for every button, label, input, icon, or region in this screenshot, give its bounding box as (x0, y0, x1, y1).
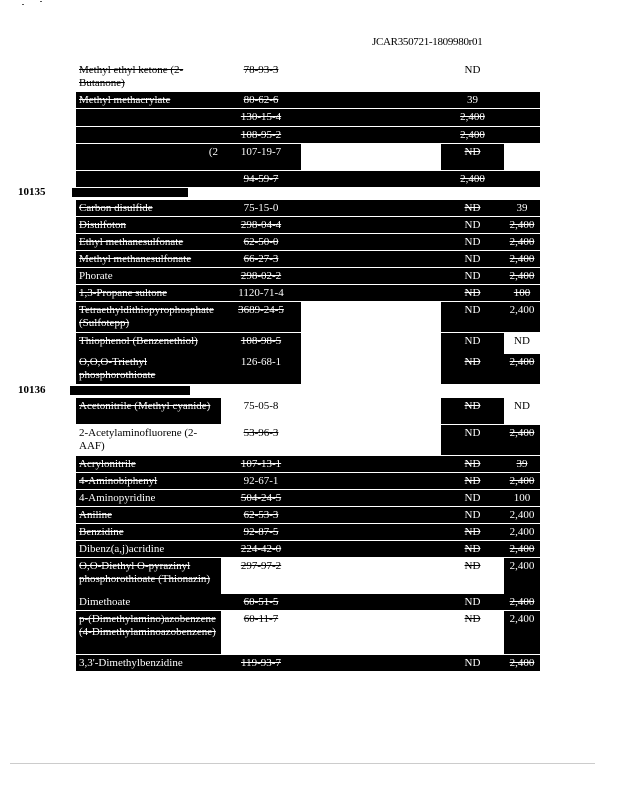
value-col-a: ND (464, 596, 481, 608)
cas-number: 62-50-0 (243, 236, 279, 248)
constituent-name: Phorate (79, 270, 113, 282)
value-col-b: 2,400 (509, 219, 535, 231)
table-row (76, 507, 540, 523)
constituent-name (76, 109, 221, 113)
cas-number: 3689-24-5 (238, 304, 284, 316)
constituent-name: Thiophenol (Benzenethiol) (79, 335, 198, 347)
value-col-a: ND (464, 543, 481, 555)
cas-number: 224-42-0 (240, 543, 282, 555)
value-col-b: 2,400 (509, 543, 535, 555)
value-col-a: ND (464, 219, 481, 231)
cas-number: 297-97-2 (240, 560, 282, 572)
table-row (76, 473, 540, 489)
table-row (76, 92, 540, 108)
constituent-name: p-(Dimethylamino)azobenzene (4-Dimethylaminoazobenzene) (79, 613, 216, 638)
value-col-a: ND (464, 492, 481, 504)
constituent-name (76, 171, 221, 175)
value-col-b: 2,400 (509, 613, 535, 625)
constituent-name: Carbon disulfide (79, 202, 153, 214)
cas-number: 80-62-6 (243, 94, 279, 106)
scan-speck (22, 4, 24, 5)
table-row (76, 234, 540, 250)
cas-number: 126-68-1 (240, 356, 282, 368)
value-col-a: ND (464, 526, 481, 538)
table-row (76, 594, 540, 610)
value-col-b: ND (514, 400, 530, 412)
table-row (76, 490, 540, 506)
cas-number: 108-95-2 (240, 129, 282, 141)
constituent-name: 3,3'-Dimethylbenzidine (79, 657, 183, 669)
section-label-redacted (70, 386, 190, 395)
document-id: JCAR350721-1809980r01 (372, 36, 483, 48)
value-col-b: 2,400 (509, 427, 535, 439)
cas-number: 78-93-3 (243, 64, 279, 76)
table-row (76, 62, 540, 90)
constituent-name: Tetraethyldithiopyrophosphate (Sulfotepp) (79, 304, 214, 329)
cas-number: 119-93-7 (241, 657, 281, 669)
value-col-a: 2,400 (460, 173, 485, 185)
value-col-a: ND (464, 202, 481, 214)
table-row (76, 398, 540, 424)
constituent-name (76, 127, 221, 131)
constituent-name: 4-Aminopyridine (79, 492, 156, 504)
table-row (76, 200, 540, 216)
constituent-name: Disulfoton (79, 219, 127, 231)
value-col-b: 100 (513, 287, 531, 299)
table-row (76, 251, 540, 267)
value-col-b: 2,400 (509, 657, 535, 669)
value-col-a: 2,400 (460, 129, 485, 141)
value-col-a: ND (464, 287, 481, 299)
constituent-name: Acrylonitrile (79, 458, 136, 470)
constituent-name: Dibenz(a,j)acridine (79, 543, 165, 555)
value-col-a: ND (464, 560, 481, 572)
page-bottom-edge (10, 763, 595, 764)
value-col-a: ND (464, 657, 481, 669)
scan-speck (40, 1, 42, 2)
value-col-b: 2,400 (509, 560, 535, 572)
value-col-a: ND (464, 475, 481, 487)
value-col-b: 2,400 (509, 596, 535, 608)
table-row (76, 541, 540, 557)
table-row (76, 611, 540, 654)
value-col-b: 100 (513, 492, 531, 504)
cas-number: 1120-71-4 (238, 287, 284, 299)
cas-number: 504-24-5 (240, 492, 282, 504)
cas-number: 60-11-7 (243, 613, 279, 625)
value-col-a: ND (464, 400, 481, 412)
table-row (76, 655, 540, 671)
value-col-a: ND (464, 253, 481, 265)
cas-number: 60-51-5 (243, 596, 279, 608)
value-col-b: 2,400 (509, 526, 535, 538)
section-code-10135: 10135 (18, 186, 46, 198)
table-row (76, 109, 540, 126)
value-col-b: 39 (516, 202, 528, 214)
value-col-a: ND (464, 356, 481, 368)
value-col-a: ND (464, 304, 481, 316)
table-row (76, 285, 540, 301)
value-col-b: 2,400 (509, 253, 535, 265)
cas-number: 62-53-3 (243, 509, 279, 521)
value-col-a: ND (464, 270, 481, 282)
constituent-name: Acetonitrile (Methyl cyanide) (79, 400, 211, 412)
value-col-b: 2,400 (509, 236, 535, 248)
cas-number: 92-87-5 (243, 526, 279, 538)
constituent-name: Methyl ethyl ketone (2-Butanone) (79, 64, 184, 89)
constituent-name: (2 (208, 146, 218, 158)
value-col-a: 2,400 (460, 111, 485, 123)
value-col-a: ND (464, 64, 481, 76)
cas-number: 107-13-1 (240, 458, 282, 470)
constituent-name: O,O-Diethyl O-pyrazinyl phosphorothioate (Thionazin) (79, 560, 211, 585)
constituent-name: Methyl methanesulfonate (79, 253, 192, 265)
table-row (76, 268, 540, 284)
value-col-a: ND (464, 613, 481, 625)
value-col-b: 2,400 (509, 475, 535, 487)
constituent-name: Methyl methacrylate (79, 94, 171, 106)
cas-number: 94-59-7 (243, 173, 279, 185)
cas-number: 75-15-0 (243, 202, 279, 214)
cas-number: 130-15-4 (240, 111, 282, 123)
table-row (76, 144, 540, 170)
value-col-a: ND (464, 146, 481, 158)
constituent-name: 1,3-Propane sultone (79, 287, 167, 299)
value-col-a: ND (464, 458, 481, 470)
table-row (76, 127, 540, 143)
cas-number: 53-96-3 (243, 427, 279, 439)
value-col-a: ND (464, 509, 481, 521)
constituent-name: 2-Acetylaminofluorene (2-AAF) (79, 427, 198, 452)
section-code-10136: 10136 (18, 384, 46, 396)
cas-number: 92-67-1 (243, 475, 279, 487)
constituent-name: Dimethoate (79, 596, 131, 608)
cas-number: 107-19-7 (240, 146, 282, 158)
value-col-b: 39 (516, 458, 528, 470)
table-row (76, 456, 540, 472)
constituent-name: Benzidine (79, 526, 124, 538)
cas-number: 75-05-8 (243, 400, 279, 412)
constituent-name: O,O,O-Triethyl phosphorothioate (79, 356, 156, 381)
value-col-a: 39 (467, 94, 478, 106)
table-row (76, 354, 540, 384)
value-col-a: ND (464, 427, 481, 439)
table-row (76, 302, 540, 332)
constituent-name: Aniline (79, 509, 112, 521)
section-label-redacted (72, 188, 188, 197)
cas-number: 298-04-4 (240, 219, 282, 231)
value-col-b: ND (514, 335, 530, 347)
cas-number: 108-98-5 (240, 335, 282, 347)
constituent-name: 4-Aminobiphenyl (79, 475, 158, 487)
table-row (76, 217, 540, 233)
cas-number: 66-27-3 (243, 253, 279, 265)
value-col-b: 2,400 (509, 356, 535, 368)
value-col-b: 2,400 (509, 270, 535, 282)
table-row (76, 524, 540, 540)
value-col-b: 2,400 (509, 509, 535, 521)
table-row (76, 425, 540, 455)
cas-number: 298-02-2 (240, 270, 282, 282)
value-col-b: 2,400 (509, 304, 535, 316)
value-col-a: ND (464, 335, 481, 347)
table-row (76, 171, 540, 187)
constituent-name: Ethyl methanesulfonate (79, 236, 184, 248)
value-col-a: ND (464, 236, 481, 248)
